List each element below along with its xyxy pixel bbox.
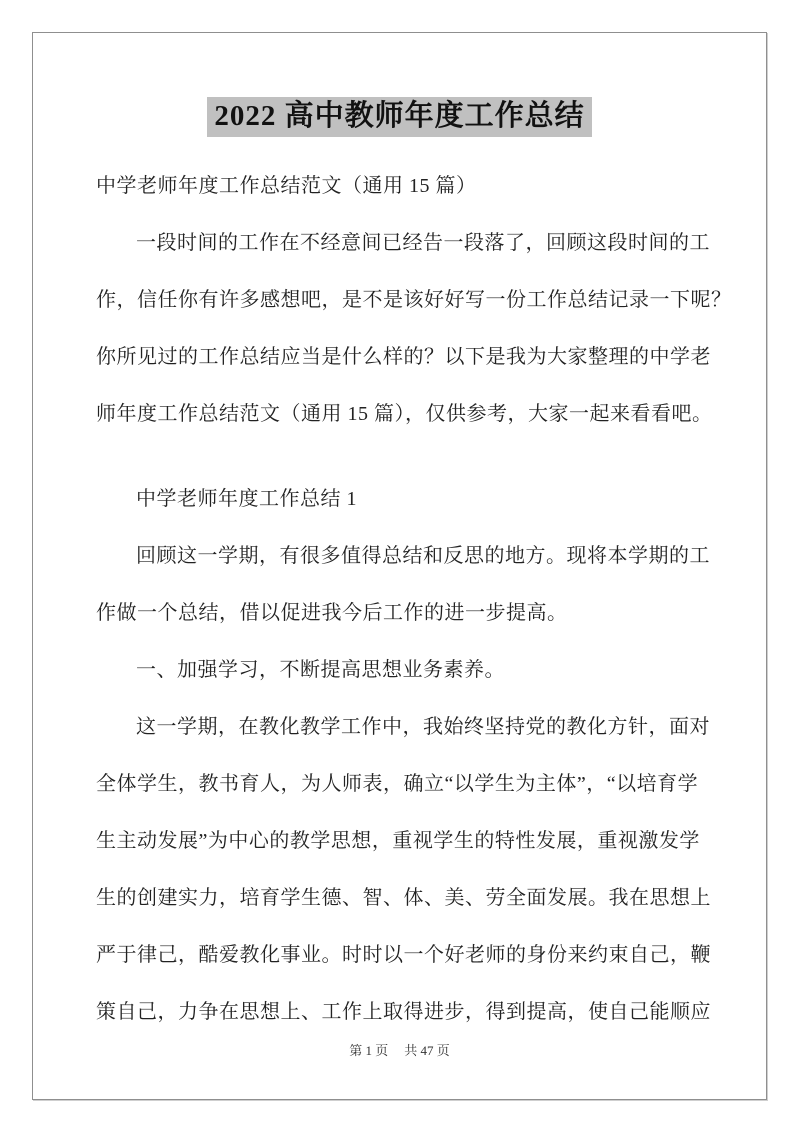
text-line: 生的创建实力，培育学生德、智、体、美、劳全面发展。我在思想上: [96, 887, 711, 909]
section-heading: 中学老师年度工作总结 1: [136, 488, 357, 510]
text-line: 严于律己，酷爱教化事业。时时以一个好老师的身份来约束自己，鞭: [96, 944, 711, 966]
text-line: 中学老师年度工作总结范文（通用 15 篇）: [96, 175, 477, 197]
text-line: 生主动发展”为中心的教学思想，重视学生的特性发展，重视激发学: [96, 830, 700, 852]
total-pages: 共 47 页: [404, 1043, 450, 1058]
text-line: 回顾这一学期，有很多值得总结和反思的地方。现将本学期的工: [136, 545, 710, 567]
text-line: 策自己，力争在思想上、工作上取得进步，得到提高，使自己能顺应: [96, 1001, 711, 1023]
document-title: 2022 高中教师年度工作总结: [207, 97, 591, 137]
page-number: 第 1 页: [349, 1043, 389, 1058]
text-line: 你所见过的工作总结应当是什么样的？以下是我为大家整理的中学老: [96, 346, 711, 368]
blank-line: [96, 443, 703, 471]
page-footer: [33, 1040, 766, 1059]
text-line: 这一学期，在教化教学工作中，我始终坚持党的教化方针，面对: [136, 716, 710, 738]
document-body: [33, 158, 766, 1041]
text-line: 全体学生，教书育人，为人师表，确立“以学生为主体”，“以培育学: [96, 773, 699, 795]
text-line: 一段时间的工作在不经意间已经告一段落了，回顾这段时间的工: [136, 232, 710, 254]
title-row: [33, 96, 766, 136]
text-line: 师年度工作总结范文（通用 15 篇），仅供参考，大家一起来看看吧。: [96, 403, 713, 425]
document-page: [32, 32, 767, 1100]
text-line: 作，信任你有许多感想吧，是不是该好好写一份工作总结记录一下呢？: [96, 289, 732, 311]
text-line: 作做一个总结，借以促进我今后工作的进一步提高。: [96, 602, 568, 624]
sub-heading: 一、加强学习，不断提高思想业务素养。: [136, 659, 505, 681]
